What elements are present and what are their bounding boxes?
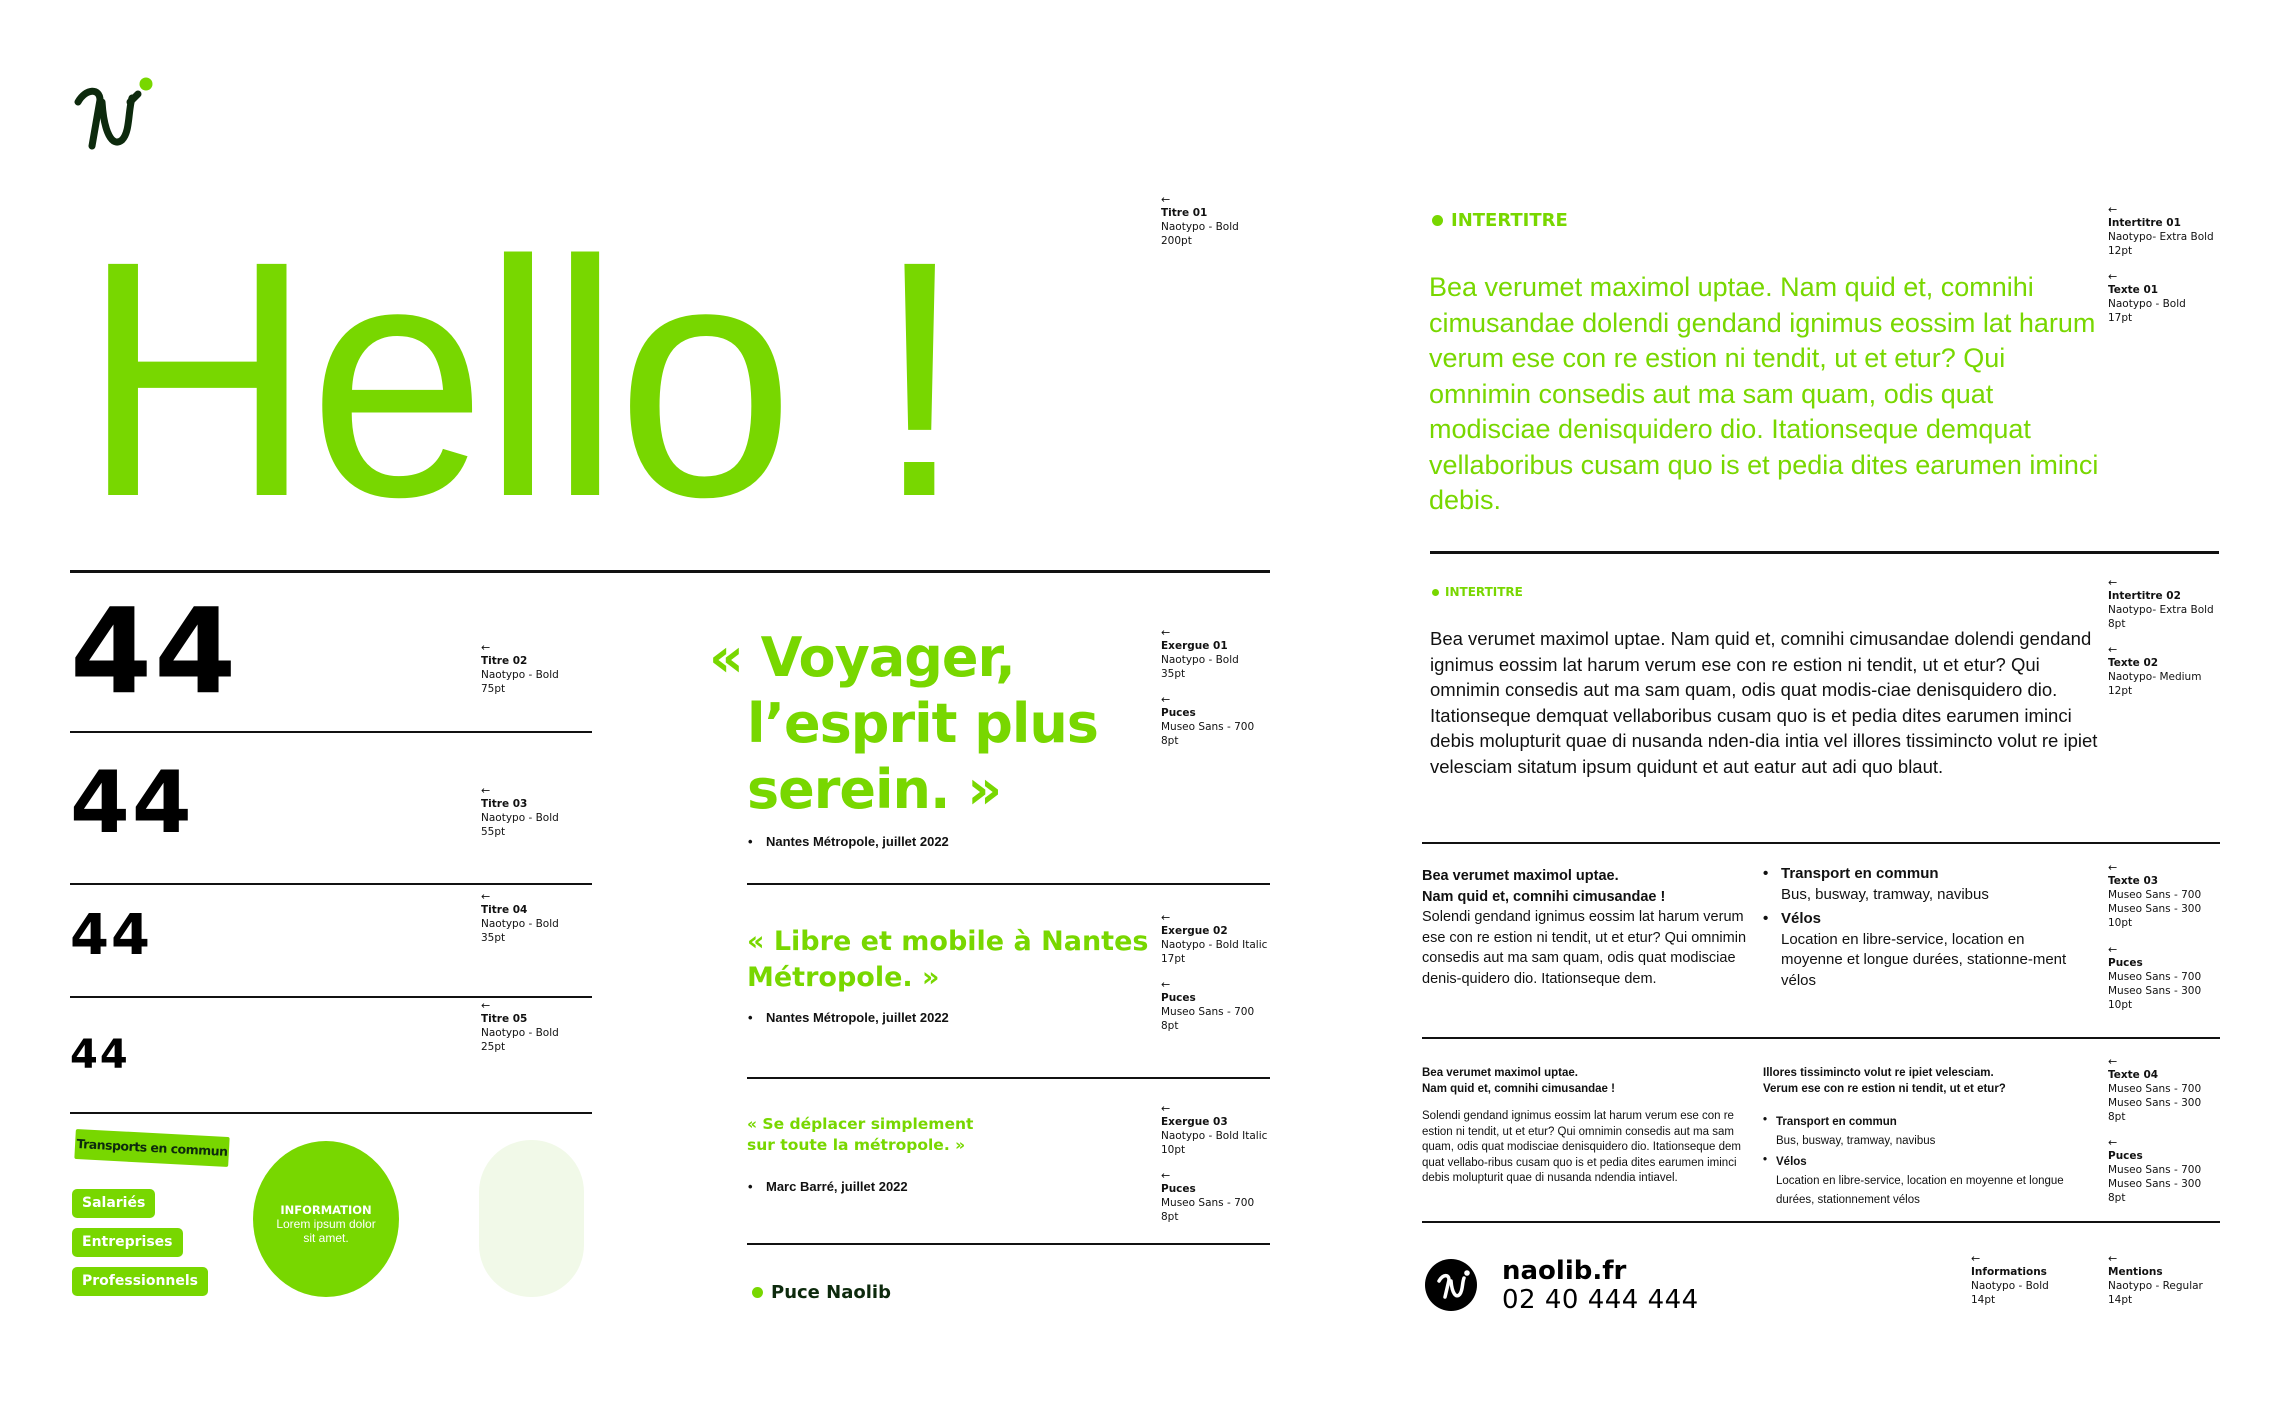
- footer-website[interactable]: naolib.fr: [1502, 1256, 1627, 1286]
- divider: [70, 731, 592, 733]
- spec-note-informations: ← Informations Naotypo - Bold 14pt: [1971, 1252, 2049, 1306]
- button-professionnels[interactable]: Professionnels: [72, 1267, 208, 1296]
- list-item: • Transport en commun Bus, busway, tramway, navibus: [1763, 865, 1989, 903]
- spec-note-titre04: ← Titre 04 Naotypo - Bold 35pt: [481, 890, 559, 944]
- button-salaries[interactable]: Salariés: [72, 1189, 155, 1218]
- button-entreprises[interactable]: Entreprises: [72, 1228, 183, 1257]
- info-circle: INFORMATION Lorem ipsum dolor sit amet.: [253, 1141, 399, 1297]
- spec-note-puces: ← Puces Museo Sans - 700 Museo Sans - 300 10pt: [2108, 943, 2202, 1011]
- spec-note-intertitre01: ← Intertitre 01 Naotypo- Extra Bold 12pt: [2108, 203, 2214, 257]
- divider: [1430, 551, 2219, 554]
- divider: [747, 1243, 1270, 1245]
- texte-02: Bea verumet maximol uptae. Nam quid et, comnihi cimusandae dolendi gendand ignimus eossim lat harum verum ese con re estion ni tendit, ut et etur? Qui omnimin consedis aut ma sam quam, odis quat modis-ciae denisquidero dio. Itationseque demquat vellaboribus cusam quo is et pedia dites earumen iminci debis molupturit quae di nusanda nden-dia intia vel illores tissimincto volut re ipiet velesciam sitatum ipsum quidunt et aut eatur aut adi quo blaut.: [1430, 628, 2098, 777]
- spec-note-texte01: ← Texte 01 Naotypo - Bold 17pt: [2108, 270, 2186, 324]
- list-item: • Transport en commun Bus, busway, tramway, navibus: [1763, 1114, 1936, 1147]
- spec-note-puces: ← Puces Museo Sans - 700 8pt: [1161, 693, 1255, 747]
- title-sample-titre04: 44: [70, 903, 152, 968]
- spec-note-intertitre02: ← Intertitre 02 Naotypo- Extra Bold 8pt: [2108, 576, 2214, 630]
- divider: [747, 1077, 1270, 1079]
- green-bullet-icon: [752, 1287, 763, 1298]
- green-bullet-icon: [1432, 589, 1439, 596]
- divider: [70, 996, 592, 998]
- quote-source: • Marc Barré, juillet 2022: [748, 1179, 908, 1194]
- spec-note-titre02: ← Titre 02 Naotypo - Bold 75pt: [481, 641, 559, 695]
- spec-note-puces: ← Puces Museo Sans - 700 8pt: [1161, 978, 1255, 1032]
- divider: [1422, 1037, 2220, 1039]
- hero-title: Hello !: [82, 192, 961, 567]
- intertitre-02: INTERTITRE: [1432, 585, 1523, 599]
- texte-01: Bea verumet maximol uptae. Nam quid et, comnihi cimusandae dolendi gendand ignimus eossim lat harum verum ese con re estion ni tendit, ut et etur? Qui omnimin consedis aut ma sam quam, odis quat modisciae denisquidero dio. Itationseque demquat vellaboribus cusam quo is et pedia dites earumen iminci debis.: [1429, 272, 2099, 515]
- spec-note-texte03: ← Texte 03 Museo Sans - 700 Museo Sans - 300 10pt: [2108, 861, 2202, 929]
- texte-03-bullets: [1763, 864, 2083, 991]
- quote-source: • Nantes Métropole, juillet 2022: [748, 1010, 949, 1025]
- spec-note-exergue02: ← Exergue 02 Naotypo - Bold Italic 17pt: [1161, 911, 1268, 965]
- pale-green-pill-shape: [479, 1140, 584, 1297]
- quote-exergue03: « Se déplacer simplement sur toute la métropole. »: [747, 1115, 974, 1154]
- spec-note-titre03: ← Titre 03 Naotypo - Bold 55pt: [481, 784, 559, 838]
- divider: [1422, 842, 2220, 844]
- spec-note-puces: ← Puces Museo Sans - 700 8pt: [1161, 1169, 1255, 1223]
- spec-note-exergue03: ← Exergue 03 Naotypo - Bold Italic 10pt: [1161, 1102, 1268, 1156]
- green-bullet-icon: [1432, 215, 1443, 226]
- title-sample-titre02: 44: [70, 582, 239, 720]
- divider: [70, 1112, 592, 1114]
- quote-exergue02: « Libre et mobile à Nantes Métropole. »: [747, 926, 1149, 993]
- tag-transports: Transports en commun: [74, 1129, 229, 1167]
- texte-04-block: Bea verumet maximol uptae. Nam quid et, comnihi cimusandae ! Solendi gendand ignimus eossim lat harum verum ese con re estion ni tendit, ut et etur? Qui omnimin consedis aut ma sam quam, odis quat modisciae denisquidero dio. Itationseque dem quat vellabo-ribus cusam quo is et pedia dites earumen iminci debis molupturit quae di nusanda ndendia intiavel.: [1422, 1067, 1742, 1184]
- puce-naolib: Puce Naolib: [752, 1282, 891, 1303]
- naolib-logo-icon: [72, 72, 162, 152]
- info-circle-title: INFORMATION: [280, 1203, 372, 1217]
- spec-note-puces: ← Puces Museo Sans - 700 Museo Sans - 300 8pt: [2108, 1136, 2202, 1204]
- intertitre-01: INTERTITRE: [1432, 210, 1568, 231]
- spec-note-texte02: ← Texte 02 Naotypo- Medium 12pt: [2108, 643, 2202, 697]
- texte-03-block: Bea verumet maximol uptae. Nam quid et, comnihi cimusandae ! Solendi gendand ignimus eossim lat harum verum ese con re estion ni tendit, ut et etur? Qui omnimin consedis aut ma sam quam, odis quat modisciae denis-quidero dio. Itationseque dem.: [1422, 868, 1747, 987]
- divider: [70, 883, 592, 885]
- spec-note-exergue01: ← Exergue 01 Naotypo - Bold 35pt: [1161, 626, 1239, 680]
- quote-source: • Nantes Métropole, juillet 2022: [748, 834, 949, 849]
- texte-04-right: Illores tissimincto volut re ipiet velesciam. Verum ese con re estion ni tendit, ut et etur? • Transport en commun Bus, busway, tramway, navibus • Vélos Location en libre-service, location en moyenne et longue durées, stationnement vélos: [1763, 1066, 2093, 1210]
- divider: [70, 570, 1270, 573]
- list-item: • Vélos Location en libre-service, location en moyenne et longue durées, stationne-ment vélos: [1763, 910, 2067, 989]
- quote-exergue01: « Voyager, l’esprit plus serein. »: [709, 626, 1098, 821]
- list-item: • Vélos Location en libre-service, location en moyenne et longue durées, stationnement vélos: [1763, 1154, 2064, 1206]
- spec-note-mentions: ← Mentions Naotypo - Regular 14pt: [2108, 1252, 2203, 1306]
- spec-note-titre05: ← Titre 05 Naotypo - Bold 25pt: [481, 999, 559, 1053]
- spec-note-texte04: ← Texte 04 Museo Sans - 700 Museo Sans - 300 8pt: [2108, 1055, 2202, 1123]
- spec-note-titre01: ← Titre 01 Naotypo - Bold 200pt: [1161, 193, 1239, 247]
- footer-logo-circle-icon: [1425, 1259, 1477, 1311]
- title-sample-titre05: 44: [70, 1032, 130, 1078]
- title-sample-titre03: 44: [70, 753, 194, 853]
- footer-phone[interactable]: 02 40 444 444: [1502, 1285, 1699, 1315]
- divider: [747, 883, 1270, 885]
- divider: [1422, 1221, 2220, 1223]
